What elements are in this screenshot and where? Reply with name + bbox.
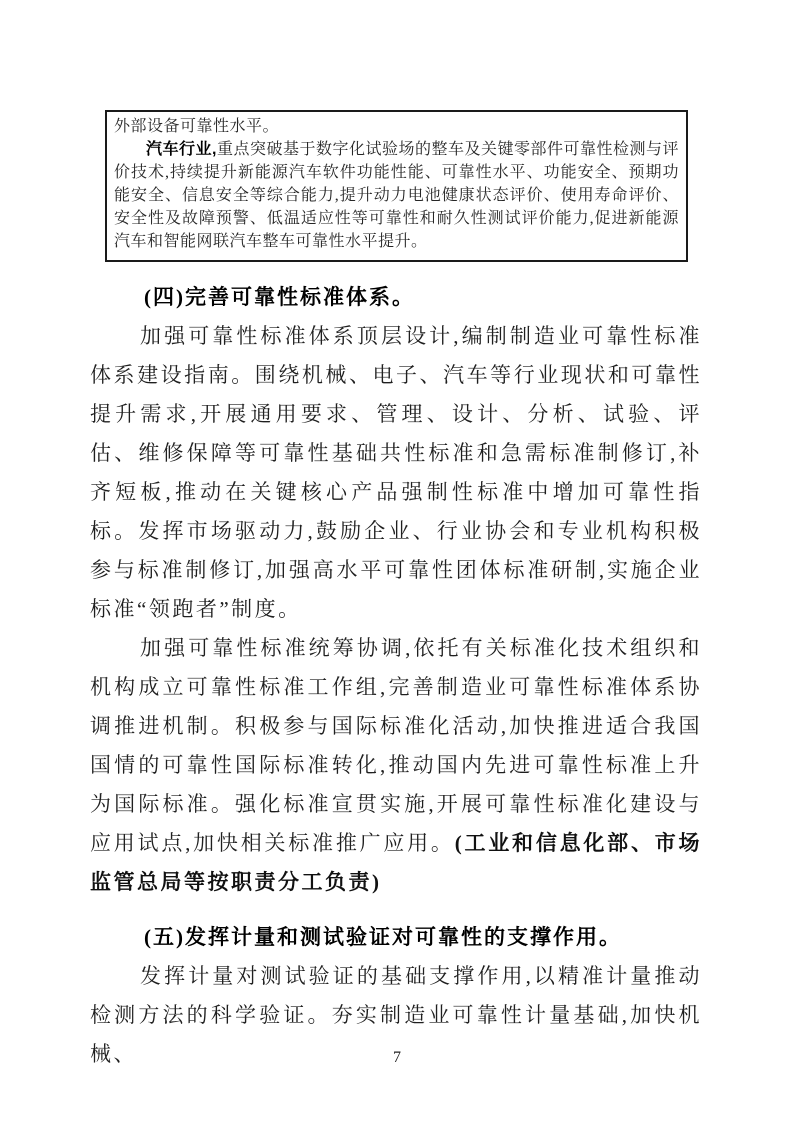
industry-callout-box xyxy=(105,110,688,262)
page-number: 7 xyxy=(393,1049,401,1066)
callout-auto-industry-paragraph xyxy=(114,138,679,253)
section-5-paragraph-1-text: 发挥计量对测试验证的基础支撑作用,以精准计量推动检测方法的科学验证。夯实制造业可靠性计量基础,加快机械、 xyxy=(90,964,702,1066)
section-4-heading: (四)完善可靠性标准体系。 xyxy=(144,285,415,309)
callout-auto-industry-text: 重点突破基于数字化试验场的整车及关键零部件可靠性检测与评价技术,持续提升新能源汽车软件功能性能、可靠性水平、功能安全、预期功能安全、信息安全等综合能力,提升动力电池健康状态评价、使用寿命评价、安全性及故障预警、低温适应性等可靠性和耐久性测试评价能力,促进新能源汽车和智能网联汽车整车可靠性水平提升。 xyxy=(114,141,679,250)
section-4-paragraph-1 xyxy=(90,317,702,629)
section-4-paragraph-1-text: 加强可靠性标准体系顶层设计,编制制造业可靠性标准体系建设指南。围绕机械、电子、汽车等行业现状和可靠性提升需求,开展通用要求、管理、设计、分析、试验、评估、维修保障等可靠性基础共性标准和急需标准制修订,补齐短板,推动在关键核心产品强制性标准中增加可靠性指标。发挥市场驱动力,鼓励企业、行业协会和专业机构积极参与标准制修订,加强高水平可靠性团体标准研制,实施企业标准“领跑者”制度。 xyxy=(90,324,702,621)
section-4-paragraph-2 xyxy=(90,629,702,902)
section-4-responsibility-attribution: (工业和信息化部、市场监管总局等按职责分工负责) xyxy=(90,831,702,894)
section-5-heading: (五)发挥计量和测试验证对可靠性的支撑作用。 xyxy=(144,925,622,949)
section-4-paragraph-2-text: 加强可靠性标准统筹协调,依托有关标准化技术组织和机构成立可靠性标准工作组,完善制造业可靠性标准体系协调推进机制。积极参与国际标准化活动,加快推进适合我国国情的可靠性国际标准转化,推动国内先进可靠性标准上升为国际标准。强化标准宣贯实施,开展可靠性标准化建设与应用试点,加快相关标准推广应用。 xyxy=(90,636,702,855)
callout-continuation-text: 外部设备可靠性水平。 xyxy=(114,118,280,135)
callout-auto-industry-lead: 汽车行业, xyxy=(146,141,217,158)
